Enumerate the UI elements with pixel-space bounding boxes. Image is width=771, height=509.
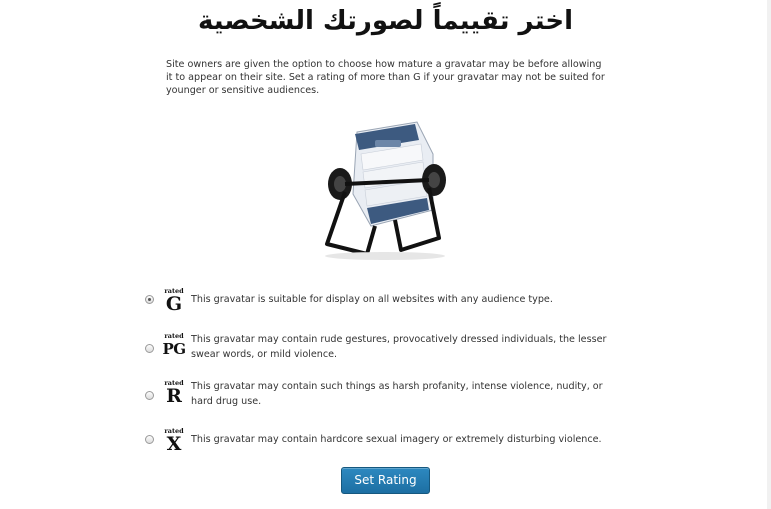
rating-pg-description: This gravatar may contain rude gestures, provocatively dressed individuals, the lesser swear words, or mild violence. (191, 334, 607, 360)
page-scroll-edge (767, 0, 771, 509)
set-rating-button[interactable]: Set Rating (341, 467, 430, 494)
rating-option-g[interactable] (145, 288, 615, 313)
rating-pg-badge: rated PG (162, 332, 186, 358)
rating-g-description: This gravatar is suitable for display on all websites with any audience type. (191, 294, 553, 305)
page-title: اختر تقييماً لصورتك الشخصية (198, 6, 573, 36)
rating-x-badge: rated X (164, 427, 184, 455)
rating-option-x[interactable] (145, 428, 615, 453)
rating-option-pg[interactable] (145, 333, 615, 362)
rating-pg-radio[interactable] (145, 344, 154, 353)
rating-x-radio[interactable] (145, 435, 154, 444)
rolodex-image (305, 114, 465, 262)
rating-r-badge: rated R (164, 379, 184, 407)
rating-g-badge: rated G (164, 287, 184, 315)
rating-r-radio[interactable] (145, 391, 154, 400)
rating-intro-text: Site owners are given the option to choose how mature a gravatar may be before allowing it to appear on their site. Set a rating of more than G if your gravatar may not be suited for younger or sensitive audiences. (166, 59, 605, 96)
rating-option-r[interactable] (145, 380, 615, 409)
rating-x-description: This gravatar may contain hardcore sexual imagery or extremely disturbing violence. (191, 434, 602, 445)
rating-g-radio[interactable] (145, 295, 154, 304)
rating-r-description: This gravatar may contain such things as harsh profanity, intense violence, nudity, or hard drug use. (191, 381, 603, 407)
